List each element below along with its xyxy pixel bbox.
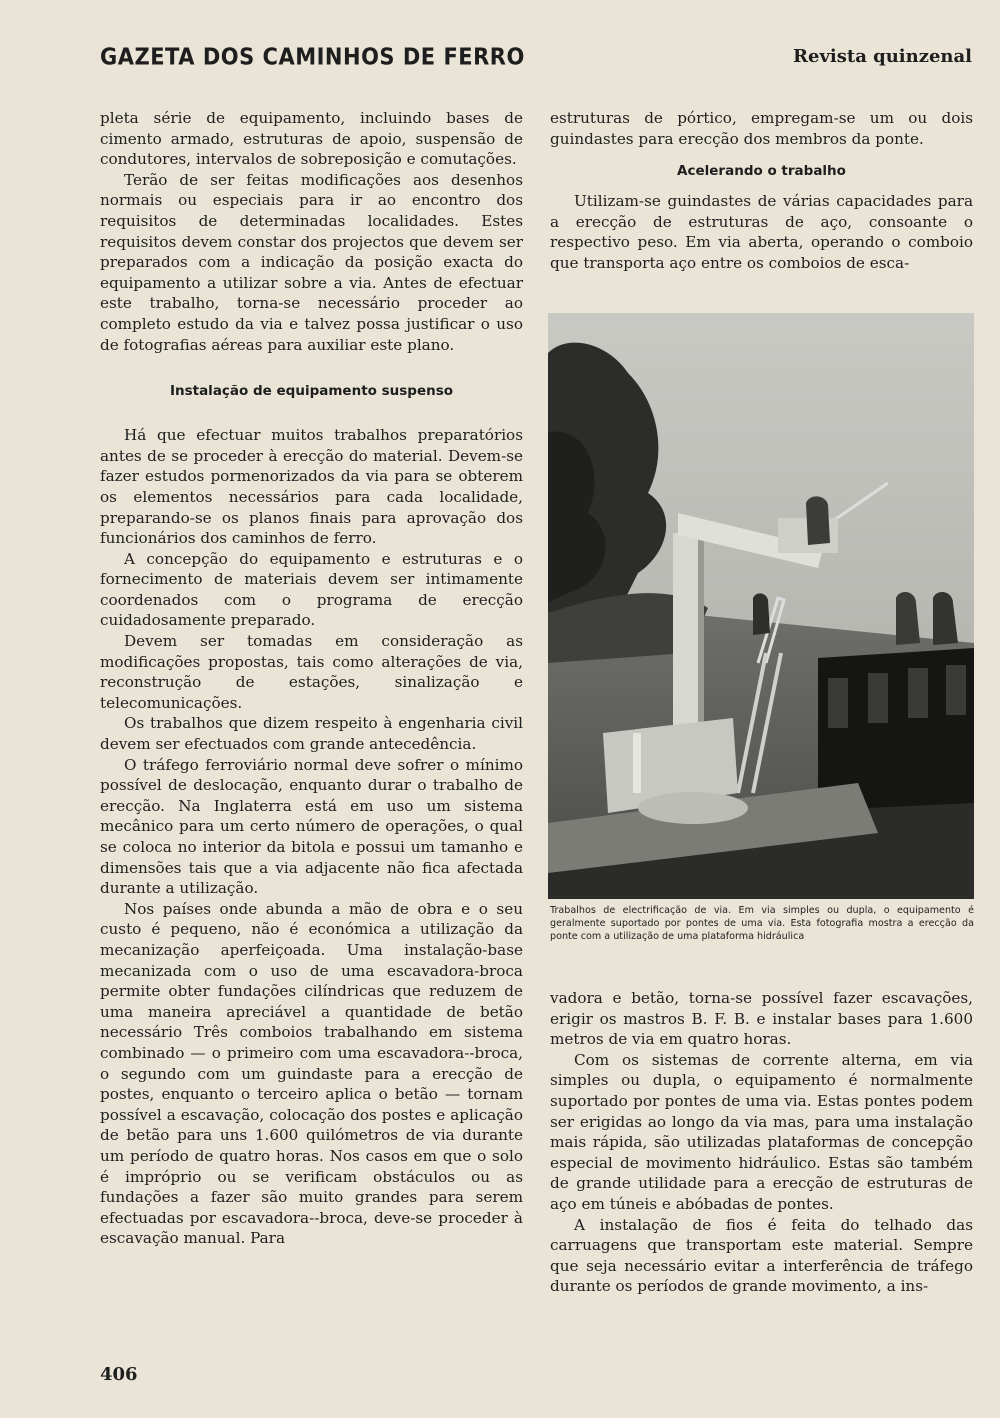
paragraph: Os trabalhos que dizem respeito à engenharia civil devem ser efectuados com grande antecedência. <box>100 714 523 754</box>
photo-caption: Trabalhos de electrificação de via. Em via simples ou dupla, o equipamento é geralmente suportado por pontes de uma via. Esta fotografia mostra a erecção da ponte com a utilização de uma plataforma hidráulica <box>550 905 974 943</box>
paragraph: estruturas de pórtico, empregam-se um ou dois guindastes para erecção dos membros da ponte. <box>550 109 973 148</box>
paragraph: pleta série de equipamento, incluindo bases de cimento armado, estruturas de apoio, suspensão de condutores, intervalos de sobreposição e comutações. <box>100 109 523 169</box>
photograph-electrification-works <box>548 313 974 899</box>
publication-title: GAZETA DOS CAMINHOS DE FERRO <box>100 44 525 70</box>
paragraph: Há que efectuar muitos trabalhos preparatórios antes de se proceder à erecção do material. Devem-se fazer estudos pormenorizados da via para se obterem os elementos necessários para cada localidade, preparando-se os planos finais para aprovação dos funcionários dos caminhos de ferro. <box>100 426 523 548</box>
right-column-bottom <box>550 988 973 1297</box>
right-column-top <box>550 108 973 274</box>
paragraph: vadora e betão, torna-se possível fazer escavações, erigir os mastros B. F. B. e instalar bases para 1.600 metros de via em quatro horas. <box>550 989 973 1049</box>
photo-illustration <box>548 313 974 899</box>
paragraph: Com os sistemas de corrente alterna, em via simples ou dupla, o equipamento é normalmente suportado por pontes de uma via. Estas pontes podem ser erigidas ao longo da via mas, para uma instalação mais rápida, são utilizadas plataformas de concepção especial de movimento hidráulico. Estas são também de grande utilidade para a erecção de estruturas de aço em túneis e abóbadas de pontes. <box>550 1050 973 1213</box>
paragraph: A concepção do equipamento e estruturas e o fornecimento de materiais devem ser intimamente coordenados com o programa de erecção cuidadosamente preparado. <box>100 549 523 630</box>
paragraph: Utilizam-se guindastes de várias capacidades para a erecção de estruturas de aço, consoante o respectivo peso. Em via aberta, operando o comboio que transporta aço entre os comboios de esca- <box>550 192 973 272</box>
publication-subtitle: Revista quinzenal <box>793 46 972 67</box>
paragraph: Terão de ser feitas modificações aos desenhos normais ou especiais para ir ao encontro dos requisitos de determinadas localidades. Estes requisitos devem constar dos projectos que devem ser preparados com a indicação da posição exacta do equipamento a utilizar sobre a via. Antes de efectuar este trabalho, torna-se necessário proceder ao completo estudo da via e talvez possa justificar o uso de fotografias aéreas para auxiliar este plano. <box>100 170 523 354</box>
section-heading: Acelerando o trabalho <box>677 163 846 180</box>
page-header <box>100 42 972 78</box>
paragraph: A instalação de fios é feita do telhado das carruagens que transportam este material. Sempre que seja necessário evitar a interferência de tráfego durante os períodos de grande movimento, a ins- <box>550 1215 973 1296</box>
paragraph: Devem ser tomadas em consideração as modificações propostas, tais como alterações de via, reconstrução de estações, sinalização e telecomunicações. <box>100 632 523 712</box>
left-column <box>100 108 523 1249</box>
paragraph: Nos países onde abunda a mão de obra e o seu custo é pequeno, não é económica a utilização da mecanização aperfeiçoada. Uma instalação-base mecanizada com o uso de uma escavadora-broca permite obter fundações cilíndricas que reduzem de uma maneira apreciável a quantidade de betão necessário Três comboios trabalhando em sistema combinado — o primeiro com uma escavadora--broca, o segundo com um guindaste para a erecção de postes, enquanto o terceiro aplica o betão — tornam possível a escavação, colocação dos postes e aplicação de betão para uns 1.600 quilómetros de via durante um período de quatro horas. Nos casos em que o solo é impróprio ou se verificam obstáculos ou as fundações a fazer são muito grandes para serem efectuadas por escavadora--broca, deve-se proceder à escavação manual. Para <box>100 899 523 1248</box>
paragraph: O tráfego ferroviário normal deve sofrer o mínimo possível de deslocação, enquanto durar o trabalho de erecção. Na Inglaterra está em uso um sistema mecânico para um certo número de operações, o qual se coloca no interior da bitola e possui um tamanho e dimensões tais que a via adjacente não fica afectada durante a utilização. <box>100 755 523 898</box>
page-number: 406 <box>100 1364 138 1385</box>
section-heading: Instalação de equipamento suspenso <box>169 383 454 400</box>
